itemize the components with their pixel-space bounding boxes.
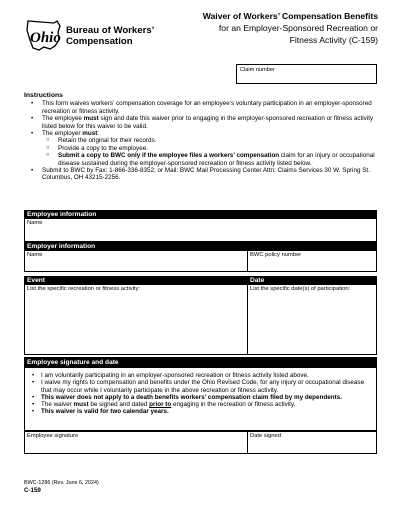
- ack-text: This waiver is valid for two calendar years.: [41, 408, 169, 416]
- instruction-subitem: [24, 137, 379, 144]
- ack-emphasis: prior to: [149, 401, 172, 409]
- event-heading: Event: [27, 277, 45, 284]
- form-title: [178, 10, 378, 46]
- claim-number-field[interactable]: [236, 64, 377, 84]
- activity-field[interactable]: [24, 285, 248, 355]
- event-heading-bar: [24, 276, 377, 285]
- ack-item: [25, 394, 376, 401]
- claim-number-label: Claim number: [240, 67, 275, 73]
- ohio-state-logo-icon: [24, 18, 62, 52]
- date-signed-label: Date signed: [250, 433, 281, 439]
- ack-text: be signed and dated: [88, 401, 150, 409]
- instruction-text: :: [97, 130, 100, 138]
- employer-name-label: Name: [27, 252, 43, 258]
- employee-info-heading: Employee information: [24, 210, 377, 219]
- ack-item: [25, 372, 376, 379]
- instruction-emphasis: must: [83, 115, 99, 123]
- instruction-item: [24, 100, 379, 115]
- instruction-text: Submit to BWC by Fax: 1-866-336-8352; or Mail: BWC Mail Processing Center Attn: Claims Services 30 W. Spring St. Columbus, OH 43215-2256.: [42, 167, 370, 182]
- employee-signature-field[interactable]: [24, 431, 248, 454]
- employee-name-field[interactable]: [24, 219, 377, 242]
- ack-text: I am voluntarily participating in an employer-sponsored recreation or fitness activity listed above.: [41, 372, 309, 379]
- instruction-text: The employer: [42, 130, 83, 138]
- ack-item: [25, 379, 376, 394]
- form-header: [0, 0, 400, 90]
- ack-item: [25, 408, 376, 415]
- ack-text: The waiver: [41, 401, 74, 409]
- instructions-heading: Instructions: [24, 92, 63, 99]
- form-code: C-159: [24, 487, 41, 494]
- instructions-section: [24, 92, 379, 182]
- date-heading: Date: [250, 277, 265, 284]
- signature-heading: Employee signature and date: [24, 357, 377, 368]
- ack-emphasis: must: [73, 401, 89, 409]
- participation-dates-label: List the specific date(s) of participation:: [250, 286, 351, 292]
- title-line3: Fitness Activity (C-159): [289, 35, 378, 45]
- employee-signature-label: Employee signature: [27, 433, 79, 439]
- bwc-policy-number-field[interactable]: [247, 251, 377, 272]
- instruction-subitem: [24, 145, 379, 152]
- ack-item: [25, 401, 376, 408]
- ack-text: engaging in the recreation or fitness activity.: [171, 401, 296, 409]
- ack-text: This waiver does not apply to a death benefits workers’ compensation claim filed by my dependents.: [41, 393, 342, 401]
- org-name: [66, 25, 176, 47]
- employer-name-field[interactable]: [24, 251, 248, 272]
- form-revision: BWC-1286 (Rev. June 6, 2024): [24, 480, 99, 486]
- org-name-line1: Bureau of Workers’: [66, 25, 155, 36]
- title-line1: Waiver of Workers’ Compensation Benefits: [202, 11, 378, 21]
- instruction-item: [24, 115, 379, 130]
- form-footer: [24, 480, 99, 494]
- instruction-item: [24, 130, 379, 137]
- instruction-text: Retain the original for their records.: [58, 137, 157, 145]
- org-name-line2: Compensation: [66, 36, 133, 47]
- ack-text: I waive my rights to compensation and benefits under the Ohio Revised Code, for any injury or occupational disease that may occur while I voluntarily participate in the above recreation or fitness activity.: [41, 379, 365, 394]
- employer-info-heading: Employer information: [24, 242, 377, 251]
- instruction-text: Provide a copy to the employee.: [58, 144, 148, 152]
- acknowledgements: [24, 368, 377, 431]
- svg-text:Ohio: Ohio: [30, 30, 61, 46]
- activity-label: List the specific recreation or fitness activity:: [27, 286, 141, 292]
- date-signed-field[interactable]: [247, 431, 377, 454]
- instruction-emphasis: Submit a copy to BWC only if the employee files a workers’ compensation: [58, 152, 280, 160]
- instruction-text: sign and date this waiver prior to engaging in the employer-sponsored recreation or fitness activity listed below for this waiver to be valid.: [42, 115, 374, 130]
- title-line2: for an Employer-Sponsored Recreation or: [218, 23, 378, 33]
- employee-name-label: Name: [27, 220, 43, 226]
- participation-dates-field[interactable]: [247, 285, 377, 355]
- instruction-text: The employee: [42, 115, 84, 123]
- instruction-subitem: [24, 152, 379, 167]
- instruction-item: [24, 167, 379, 182]
- instruction-text: This form waives workers’ compensation coverage for an employee’s voluntary participation in an employer-sponsored recreation or fitness activity.: [42, 100, 372, 115]
- instruction-emphasis: must: [82, 130, 98, 138]
- bwc-policy-number-label: BWC policy number: [250, 252, 302, 258]
- instruction-text: claim for an injury or occupational disease sustained during the employer-sponsored recreation or fitness activity listed below.: [58, 152, 375, 167]
